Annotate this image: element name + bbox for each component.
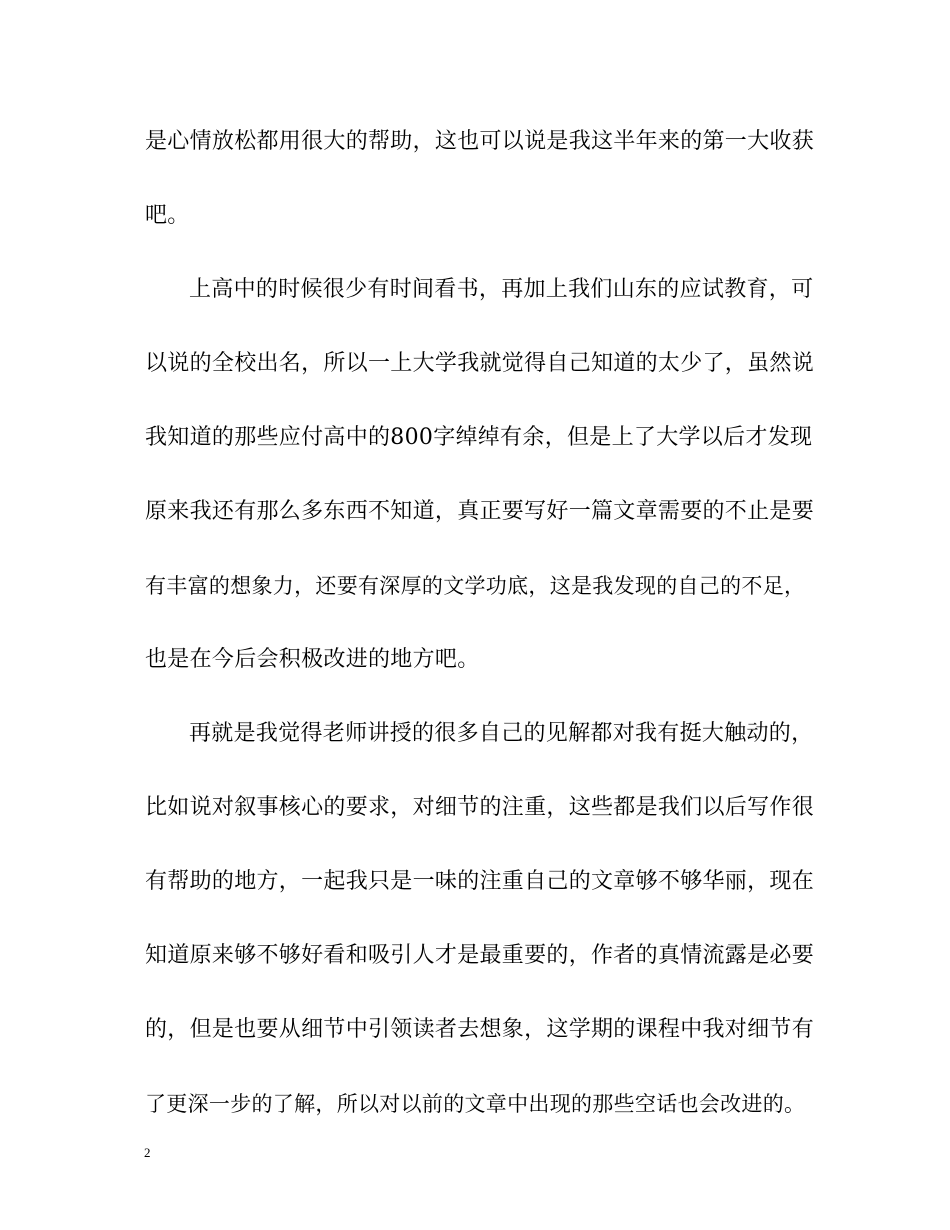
text-line: 我知道的那些应付高中的800字绰绰有余，但是上了大学以后才发现	[145, 425, 813, 450]
text-line: 是心情放松都用很大的帮助，这也可以说是我这半年来的第一大收获	[145, 129, 815, 154]
text-line: 吧。	[145, 203, 190, 228]
text-line: 比如说对叙事核心的要求，对细节的注重，这些都是我们以后写作很	[145, 795, 815, 820]
text-line: 的，但是也要从细节中引领读者去想象，这学期的课程中我对细节有	[145, 1017, 815, 1042]
text-line: 了更深一步的了解，所以对以前的文章中出现的那些空话也会改进的。	[145, 1092, 806, 1116]
page-number: 2	[144, 1145, 151, 1160]
text-line: 也是在今后会积极改进的地方吧。	[145, 647, 480, 672]
text-line: 以说的全校出名，所以一上大学我就觉得自己知道的太少了，虽然说	[145, 351, 815, 376]
paragraph-first-line: 上高中的时候很少有时间看书，再加上我们山东的应试教育，可	[189, 277, 814, 302]
text-line: 知道原来够不够好看和吸引人才是最重要的，作者的真情流露是必要	[145, 943, 815, 968]
text-line: 有丰富的想象力，还要有深厚的文学功底，这是我发现的自己的不足，	[145, 574, 806, 598]
text-line: 原来我还有那么多东西不知道，真正要写好一篇文章需要的不止是要	[145, 499, 815, 524]
paragraph-first-line: 再就是我觉得老师讲授的很多自己的见解都对我有挺大触动的，	[189, 721, 814, 746]
text-line: 有帮助的地方，一起我只是一味的注重自己的文章够不够华丽，现在	[145, 869, 815, 894]
